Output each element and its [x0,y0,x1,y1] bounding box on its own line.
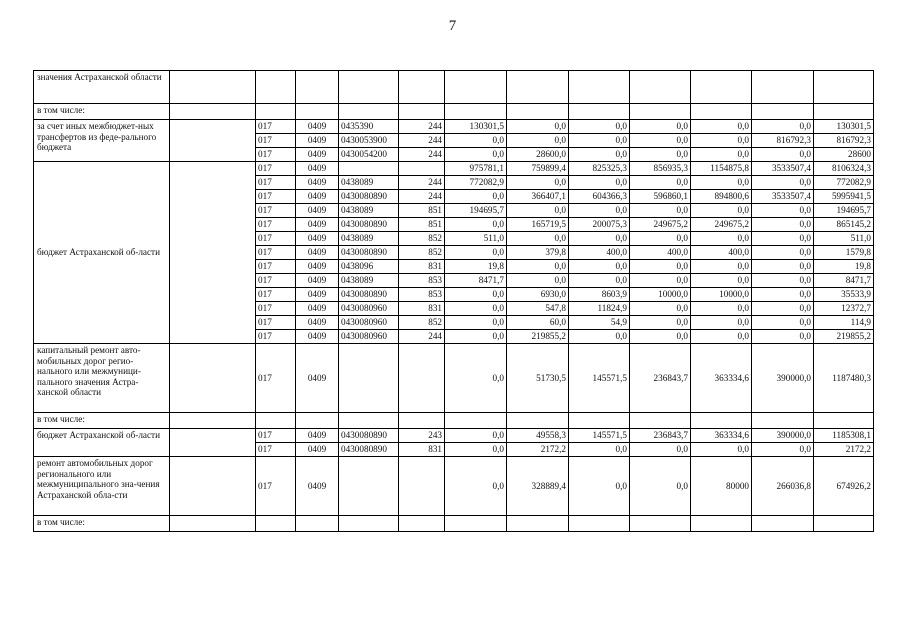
table-cell: 10000,0 [691,288,752,302]
empty-cell [399,516,445,532]
table-cell: 856935,3 [630,162,691,176]
table-cell [339,162,399,176]
budget-table [33,70,874,532]
table-cell: 0,0 [691,204,752,218]
table-cell: 0,0 [569,148,630,162]
table-cell: 130301,5 [814,120,874,134]
table-cell: 145571,5 [569,429,630,443]
table-cell: 0,0 [445,218,507,232]
table-cell: 017 [256,302,296,316]
table-cell: 1579,8 [814,246,874,260]
table-cell: 0,0 [445,344,507,413]
table-cell: 0409 [296,330,339,344]
table-cell: 0,0 [630,120,691,134]
table-cell: 0,0 [507,176,569,190]
table-row [34,413,874,429]
table-cell: 0409 [296,344,339,413]
table-cell: 0,0 [691,176,752,190]
empty-cell [445,516,507,532]
table-cell: 0430080890 [339,246,399,260]
table-cell: 0,0 [445,429,507,443]
table-cell: 28600 [814,148,874,162]
empty-cell [170,516,256,532]
table-cell: 0,0 [507,204,569,218]
table-cell: 017 [256,120,296,134]
table-cell: 1154875,8 [691,162,752,176]
table-cell: 017 [256,218,296,232]
table-cell: 0,0 [569,443,630,457]
table-cell [399,457,445,516]
table-cell: 0430080890 [339,429,399,443]
table-cell: 851 [399,204,445,218]
empty-cell [569,413,630,429]
table-cell: 017 [256,457,296,516]
table-cell: 0,0 [569,120,630,134]
table-cell: 0,0 [569,457,630,516]
table-cell: 852 [399,232,445,246]
table-cell: 0,0 [691,232,752,246]
table-cell: 0,0 [691,120,752,134]
table-cell: 852 [399,246,445,260]
table-cell: 0,0 [630,330,691,344]
table-cell: 0409 [296,443,339,457]
table-cell: 0,0 [752,316,814,330]
table-cell: 363334,6 [691,429,752,443]
table-cell: 0,0 [630,274,691,288]
table-cell: 0430080960 [339,302,399,316]
table-cell: 0,0 [630,302,691,316]
table-row [34,71,874,104]
table-cell: 3533507,4 [752,190,814,204]
table-cell: 0409 [296,260,339,274]
table-cell: 511,0 [445,232,507,246]
table-cell: 853 [399,274,445,288]
table-cell: 0430054200 [339,148,399,162]
table-cell: 017 [256,260,296,274]
row-description: за счет иных межбюджет-ных трансфертов из феде-рального бюджета [34,120,170,162]
table-cell: 831 [399,302,445,316]
table-cell: 0430080960 [339,316,399,330]
table-cell: 0409 [296,274,339,288]
table-cell: 390000,0 [752,429,814,443]
table-cell: 0,0 [630,316,691,330]
table-cell: 772082,9 [445,176,507,190]
empty-cell [691,413,752,429]
table-cell: 0409 [296,190,339,204]
empty-cell [752,516,814,532]
table-cell: 249675,2 [630,218,691,232]
table-cell: 0,0 [507,274,569,288]
table-cell: 017 [256,134,296,148]
table-cell: 759899,4 [507,162,569,176]
table-cell: 5995941,5 [814,190,874,204]
table-cell: 0,0 [691,134,752,148]
table-cell: 017 [256,443,296,457]
table-row [34,516,874,532]
empty-cell [296,413,339,429]
table-cell: 0,0 [445,302,507,316]
table-cell: 0,0 [752,302,814,316]
table-cell: 0,0 [691,330,752,344]
table-cell: 219855,2 [507,330,569,344]
table-cell: 8603,9 [569,288,630,302]
table-cell: 400,0 [569,246,630,260]
table-cell: 244 [399,176,445,190]
table-cell: 0,0 [691,316,752,330]
table-cell: 219855,2 [814,330,874,344]
table-cell: 0409 [296,148,339,162]
table-cell: 244 [399,190,445,204]
table-cell: 0,0 [752,148,814,162]
table-cell: 0,0 [445,443,507,457]
table-cell: 11824,9 [569,302,630,316]
table-cell: 8471,7 [814,274,874,288]
table-cell: 816792,3 [752,134,814,148]
empty-cell [170,413,256,429]
table-cell: 236843,7 [630,429,691,443]
table-cell: 366407,1 [507,190,569,204]
empty-cell [170,457,256,516]
row-description: бюджет Астраханской об-ласти [34,429,170,457]
table-cell: 2172,2 [507,443,569,457]
table-cell: 0430080890 [339,190,399,204]
table-cell: 0438089 [339,204,399,218]
table-cell: 0,0 [445,457,507,516]
empty-cell [630,413,691,429]
table-cell: 145571,5 [569,344,630,413]
table-row [34,457,874,516]
table-cell: 51730,5 [507,344,569,413]
table-cell: 0,0 [752,260,814,274]
table-cell: 0,0 [569,176,630,190]
table-cell: 0,0 [507,232,569,246]
empty-cell [170,162,256,344]
table-cell: 0409 [296,204,339,218]
table-cell: 0,0 [752,176,814,190]
table-cell: 017 [256,246,296,260]
table-cell: 114,9 [814,316,874,330]
table-cell: 400,0 [630,246,691,260]
table-cell: 165719,5 [507,218,569,232]
table-cell: 266036,8 [752,457,814,516]
empty-cell [339,413,399,429]
table-cell: 772082,9 [814,176,874,190]
table-cell: 6930,0 [507,288,569,302]
row-description: значения Астраханской области [34,71,170,104]
table-cell: 017 [256,190,296,204]
table-cell: 363334,6 [691,344,752,413]
table-cell: 017 [256,162,296,176]
empty-cell [339,516,399,532]
empty-cell [170,344,256,413]
table-cell: 0438089 [339,274,399,288]
table-cell: 0409 [296,134,339,148]
table-cell: 017 [256,232,296,246]
table-cell: 0,0 [752,288,814,302]
table-cell: 3533507,4 [752,162,814,176]
table-cell: 017 [256,344,296,413]
table-cell: 0,0 [630,176,691,190]
table-cell: 0438089 [339,232,399,246]
table-cell: 852 [399,316,445,330]
table-cell: 236843,7 [630,344,691,413]
empty-cell [569,516,630,532]
table-cell: 0,0 [691,148,752,162]
table-cell: 0,0 [630,457,691,516]
table-cell: 0,0 [569,232,630,246]
table-cell: 0409 [296,162,339,176]
table-cell: 0,0 [569,260,630,274]
table-cell: 0,0 [569,274,630,288]
table-cell: 0,0 [691,260,752,274]
table-cell: 194695,7 [445,204,507,218]
table-cell: 0,0 [445,316,507,330]
table-cell: 674926,2 [814,457,874,516]
table-cell: 017 [256,429,296,443]
table-cell: 0,0 [445,246,507,260]
table-cell: 8471,7 [445,274,507,288]
row-description: ремонт автомобильных дорог регионального или межмуниципального зна-чения Астраханской обла-сти [34,457,170,516]
table-cell: 0409 [296,176,339,190]
table-cell: 0,0 [691,443,752,457]
table-row [34,120,874,134]
table-cell: 0,0 [752,120,814,134]
table-cell: 0,0 [630,148,691,162]
table-cell: 0,0 [630,134,691,148]
table-cell: 19,8 [814,260,874,274]
table-cell: 0,0 [630,232,691,246]
table-cell: 017 [256,148,296,162]
table-cell: 243 [399,429,445,443]
table-cell [399,162,445,176]
table-row [34,429,874,443]
table-cell: 54,9 [569,316,630,330]
table-cell: 0430080890 [339,218,399,232]
table-cell: 0,0 [630,443,691,457]
table-cell: 0409 [296,316,339,330]
table-cell: 0409 [296,246,339,260]
empty-cell [507,413,569,429]
table-cell: 0435390 [339,120,399,134]
row-description: в том числе: [34,413,170,429]
table-cell: 8106324,3 [814,162,874,176]
table-cell: 0,0 [752,232,814,246]
table-cell: 0409 [296,302,339,316]
table-cell: 853 [399,288,445,302]
table-cell: 0,0 [752,274,814,288]
table-cell: 0,0 [569,204,630,218]
table-cell: 0409 [296,429,339,443]
table-cell: 390000,0 [752,344,814,413]
table-cell: 865145,2 [814,218,874,232]
empty-cell [256,516,296,532]
table-cell: 0430080890 [339,443,399,457]
empty-cell [630,516,691,532]
table-cell: 0,0 [752,218,814,232]
table-cell: 0,0 [507,134,569,148]
table-cell: 596860,1 [630,190,691,204]
table-cell: 200075,3 [569,218,630,232]
table-cell: 0430080890 [339,288,399,302]
table-row [34,104,874,120]
table-cell: 0430080960 [339,330,399,344]
empty-cell [256,413,296,429]
table-cell: 328889,4 [507,457,569,516]
table-row [34,344,874,413]
empty-cell [296,516,339,532]
table-cell: 244 [399,148,445,162]
table-cell: 80000 [691,457,752,516]
table-cell: 0,0 [630,260,691,274]
table-cell: 379,8 [507,246,569,260]
table-cell: 194695,7 [814,204,874,218]
row-description: в том числе: [34,516,170,532]
table-cell: 017 [256,204,296,218]
table-cell: 017 [256,288,296,302]
table-cell: 0,0 [752,246,814,260]
table-cell: 49558,3 [507,429,569,443]
empty-cell [507,516,569,532]
table-cell: 0,0 [752,204,814,218]
table-cell [339,344,399,413]
table-cell: 244 [399,120,445,134]
table-cell: 831 [399,443,445,457]
table-cell: 511,0 [814,232,874,246]
table-cell: 825325,3 [569,162,630,176]
table-cell: 017 [256,274,296,288]
row-description: бюджет Астраханской об-ласти [34,162,170,344]
table-cell: 975781,1 [445,162,507,176]
table-cell: 244 [399,330,445,344]
table-cell: 12372,7 [814,302,874,316]
table-cell: 0,0 [445,288,507,302]
table-cell: 547,8 [507,302,569,316]
table-cell: 400,0 [691,246,752,260]
table-cell: 19,8 [445,260,507,274]
table-cell: 017 [256,330,296,344]
empty-cell [814,413,874,429]
table-cell: 1187480,3 [814,344,874,413]
table-cell: 249675,2 [691,218,752,232]
table-cell: 0409 [296,232,339,246]
table-cell: 0438096 [339,260,399,274]
table-cell: 0,0 [445,148,507,162]
row-description: в том числе: [34,104,170,120]
table-cell: 0,0 [569,134,630,148]
empty-cell [170,120,256,162]
table-cell: 0,0 [507,120,569,134]
table-cell: 894800,6 [691,190,752,204]
table-cell [399,344,445,413]
table-cell: 017 [256,316,296,330]
table-cell: 28600,0 [507,148,569,162]
empty-cell [399,413,445,429]
empty-cell [170,429,256,457]
table-cell: 0,0 [691,302,752,316]
table-cell: 60,0 [507,316,569,330]
row-description: капитальный ремонт авто-мобильных дорог регио-нального или межмуници-пального значения Астра-ханской области [34,344,170,413]
empty-cell [445,413,507,429]
table-cell: 0409 [296,120,339,134]
table-cell: 0,0 [691,274,752,288]
table-cell: 0,0 [752,330,814,344]
table-cell: 0438089 [339,176,399,190]
table-cell: 0,0 [507,260,569,274]
table-cell: 017 [256,176,296,190]
table-cell: 0,0 [630,204,691,218]
table-cell: 1185308,1 [814,429,874,443]
table-cell: 604366,3 [569,190,630,204]
table-cell: 0,0 [752,443,814,457]
table-cell [339,457,399,516]
table-cell: 0409 [296,457,339,516]
table-cell: 831 [399,260,445,274]
table-cell: 130301,5 [445,120,507,134]
table-cell: 10000,0 [630,288,691,302]
table-row [34,162,874,176]
page-number: 7 [448,18,457,34]
empty-cell [752,413,814,429]
empty-cell [814,516,874,532]
table-cell: 0,0 [569,330,630,344]
table-cell: 816792,3 [814,134,874,148]
table-cell: 0,0 [445,330,507,344]
empty-cell [691,516,752,532]
table-cell: 244 [399,134,445,148]
table-cell: 0430053900 [339,134,399,148]
table-cell: 0,0 [445,134,507,148]
table-cell: 0409 [296,218,339,232]
table-cell: 851 [399,218,445,232]
table-cell: 35533,9 [814,288,874,302]
table-cell: 0,0 [445,190,507,204]
table-cell: 2172,2 [814,443,874,457]
table-cell: 0409 [296,288,339,302]
